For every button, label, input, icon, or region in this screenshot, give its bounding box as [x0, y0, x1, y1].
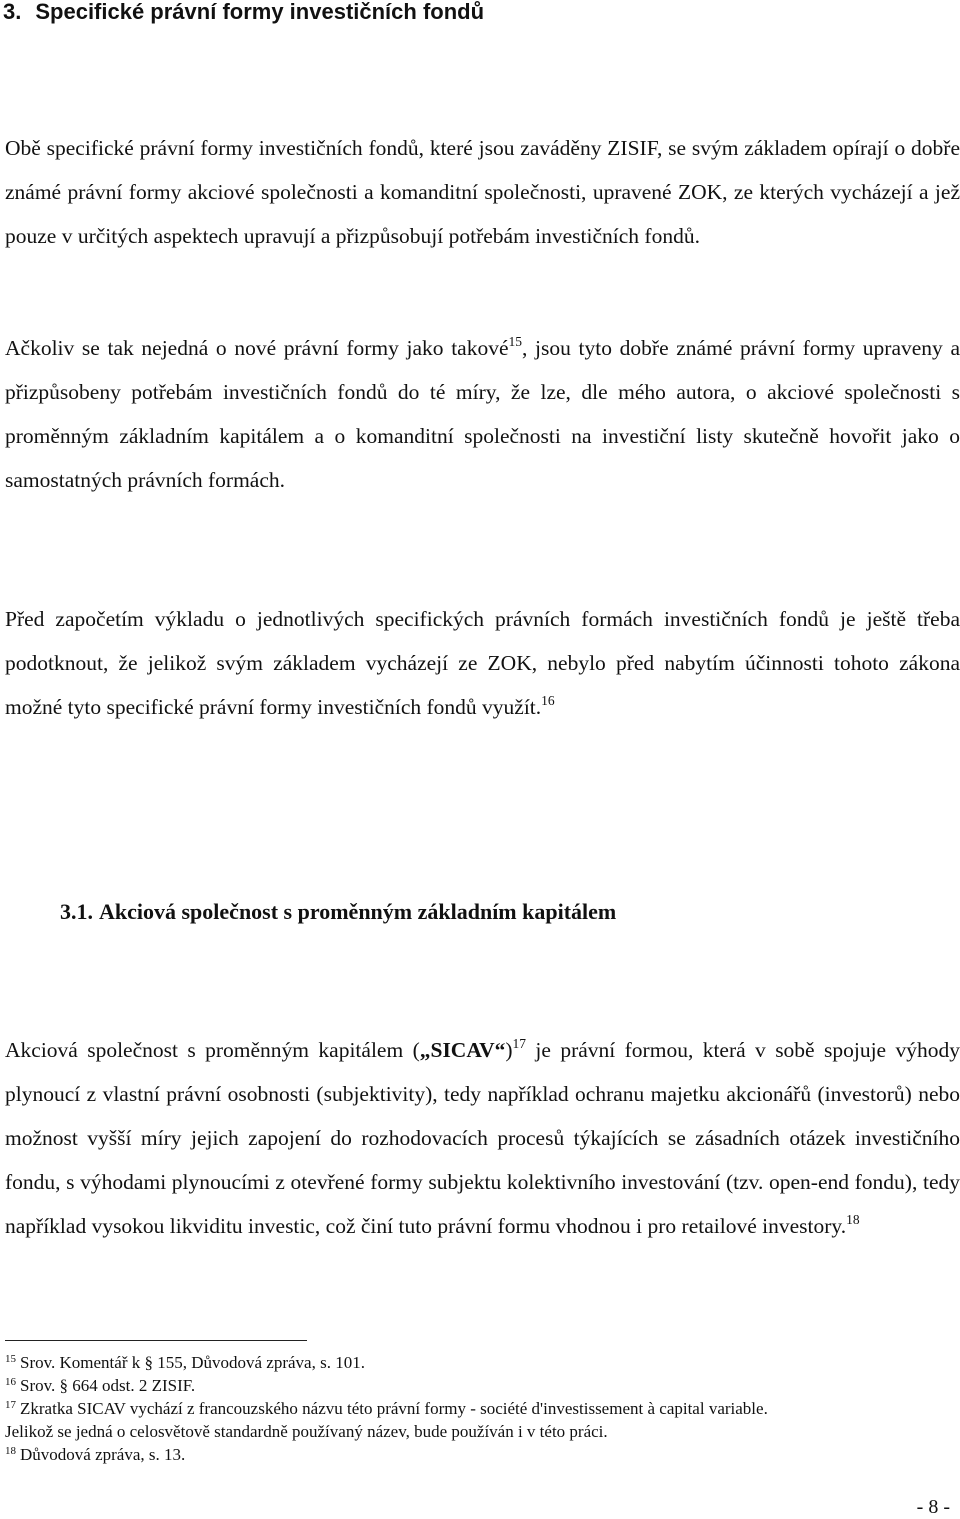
footnote-17: $^{17}$ Zkratka SICAV vychází z francouzského názvu této právní formy - société d'investissement à capital variable.	[5, 1399, 768, 1418]
footnote-15: $^{15}$ Srov. Komentář k § 155, Důvodová zpráva, s. 101.	[5, 1353, 365, 1372]
chapter-title: Specifické právní formy investičních fondů	[35, 0, 485, 24]
paragraph-intro-text: Obě specifické právní formy investičních fondů, které jsou zaváděny ZISIF, se svým základem opírají o dobře známé právní formy akciové společnosti a komanditní společnosti, upravené ZOK, ze kterých vycházejí a jež pouze v určitých aspektech upravují a přizpůsobují potřebám investičních fondů.	[5, 136, 960, 248]
footnote-separator	[5, 1340, 307, 1341]
footnote-ref-18: 18	[846, 1212, 860, 1227]
footnote-ref-16: 16	[541, 693, 555, 708]
paragraph-legal-forms-text: Ačkoliv se tak nejedná o nové právní formy jako takové$^{15}$, jsou tyto dobře známé právní formy upraveny a přizpůsobeny potřebám investičních fondů do té míry, že lze, dle mého autora, o akciové společnosti s proměnným základním kapitálem a o komanditní společnosti na investiční listy skutečně hovořit jako o samostatných právních formách.	[5, 334, 960, 492]
section-title: Akciová společnost s proměnným základním kapitálem	[99, 899, 617, 924]
paragraph-sicav-text: Akciová společnost s proměnným kapitálem („SICAV“)$^{17}$ je právní formou, která v sobě spojuje výhody plynoucí z vlastní právní osobnosti (subjektivity), tedy například ochranu majetku akcionářů (investorů) nebo možnost vyšší míry jejich zapojení do rozhodovacích procesů týkajících se zásadních otázek investičního fondu, s výhodami plynoucími z otevřené formy subjektu kolektivního investování (tzv. open-end fondu), tedy například vysokou likviditu investic, což činí tuto právní formu vhodnou i pro retailové investory.$^{18}$	[5, 1036, 960, 1238]
sicav-abbreviation: „SICAV“	[419, 1038, 506, 1062]
paragraph-zok-note-text: Před započetím výkladu o jednotlivých specifických právních formách investičních fondů je ještě třeba podotknout, že jelikož svým základem vycházejí ze ZOK, nebylo před nabytím účinnosti tohoto zákona možné tyto specifické právní formy investičních fondů využít.$^{16}$	[5, 607, 960, 719]
footnote-17-continuation: Jelikož se jedná o celosvětově standardně používaný název, bude používán i v této práci.	[5, 1422, 608, 1441]
footnote-18: $^{18}$ Důvodová zpráva, s. 13.	[5, 1445, 186, 1464]
paragraph-legal-forms	[5, 326, 960, 502]
chapter-heading	[3, 0, 484, 26]
footnotes	[5, 1351, 960, 1466]
section-heading	[60, 898, 616, 926]
paragraph-zok-note	[5, 597, 960, 729]
chapter-number: 3.	[3, 0, 22, 24]
footnote-ref-17: 17	[512, 1036, 527, 1051]
paragraph-intro	[5, 126, 960, 258]
footnote-ref-15: 15	[508, 334, 523, 349]
paragraph-sicav	[5, 1028, 960, 1248]
page-number: - 8 -	[916, 1496, 950, 1518]
section-number: 3.1.	[60, 899, 93, 924]
footnote-16: $^{16}$ Srov. § 664 odst. 2 ZISIF.	[5, 1376, 196, 1395]
